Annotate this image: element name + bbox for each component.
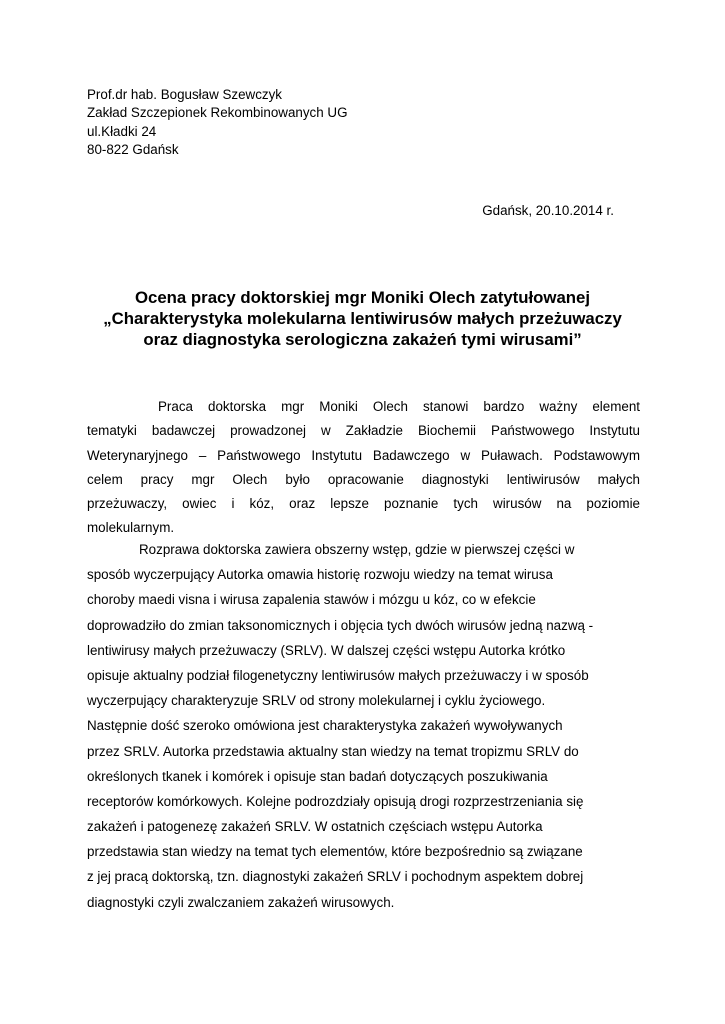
paragraph-2 xyxy=(87,537,593,915)
text-line: przez SRLV. Autorka przedstawia aktualny stan wiedzy na temat tropizmu SRLV do xyxy=(87,743,579,759)
text-line: lentiwirusy małych przeżuwaczy (SRLV). W dalszej części wstępu Autorka krótko xyxy=(87,642,566,658)
text-line: celem pracy mgr Olech było opracowanie diagnostyki lentiwirusów małych xyxy=(87,471,640,487)
text-line: receptorów komórkowych. Kolejne podrozdziały opisują drogi rozprzestrzeniania się xyxy=(87,793,584,809)
text-line: z jej pracą doktorską, tzn. diagnostyki zakażeń SRLV i pochodnym aspektem dobrej xyxy=(87,869,584,885)
paragraph-1 xyxy=(87,395,640,541)
text-line: Weterynaryjnego – Państwowego Instytutu Badawczego w Puławach. Podstawowym xyxy=(87,447,640,463)
text-line: Rozprawa doktorska zawiera obszerny wstęp, gdzie w pierwszej części w xyxy=(139,542,575,557)
text-line: zakażeń i patogenezę zakażeń SRLV. W ostatnich częściach wstępu Autorka xyxy=(87,819,543,835)
text-line: przedstawia stan wiedzy na temat tych elementów, które bezpośrednio są związane xyxy=(87,844,583,860)
title-line-1: Ocena pracy doktorskiej mgr Moniki Olech zatytułowanej xyxy=(134,288,591,307)
sender-name: Prof.dr hab. Bogusław Szewczyk xyxy=(87,87,282,102)
text-line: sposób wyczerpujący Autorka omawia historię rozwoju wiedzy na temat wirusa xyxy=(87,567,553,583)
letter-date: Gdańsk, 20.10.2014 r. xyxy=(482,203,614,218)
text-line: tematyki badawczej prowadzonej w Zakładzie Biochemii Państwowego Instytutu xyxy=(87,423,640,439)
review-title xyxy=(60,287,665,350)
text-line: diagnostyki czyli zwalczaniem zakażeń wirusowych. xyxy=(87,894,395,910)
text-line: choroby maedi visna i wirusa zapalenia stawów i mózgu u kóz, co w efekcie xyxy=(87,592,536,608)
text-line: molekularnym. xyxy=(87,520,175,536)
sender-address xyxy=(87,86,348,159)
text-line: wyczerpujący charakteryzuje SRLV od strony molekularnej i cyklu życiowego. xyxy=(87,693,546,709)
sender-city: 80-822 Gdańsk xyxy=(87,141,179,157)
text-line: Następnie dość szeroko omówiona jest charakterystyka zakażeń wywoływanych xyxy=(87,718,563,734)
sender-street: ul.Kładki 24 xyxy=(87,123,157,139)
text-line: przeżuwaczy, owiec i kóz, oraz lepsze poznanie tych wirusów na poziomie xyxy=(87,496,640,512)
title-line-3: oraz diagnostyka serologiczna zakażeń tymi wirusami” xyxy=(143,330,582,349)
sender-department: Zakład Szczepionek Rekombinowanych UG xyxy=(87,105,348,121)
title-line-2: „Charakterystyka molekularna lentiwirusów małych przeżuwaczy xyxy=(103,309,622,328)
text-line: określonych tkanek i komórek i opisuje stan badań dotyczących poszukiwania xyxy=(87,768,548,784)
text-line: doprowadziło do zmian taksonomicznych i objęcia tych dwóch wirusów jedną nazwą - xyxy=(87,617,594,633)
text-line: Praca doktorska mgr Moniki Olech stanowi bardzo ważny element xyxy=(158,399,640,414)
text-line: opisuje aktualny podział filogenetyczny lentiwirusów małych przeżuwaczy i w sposób xyxy=(87,667,589,683)
